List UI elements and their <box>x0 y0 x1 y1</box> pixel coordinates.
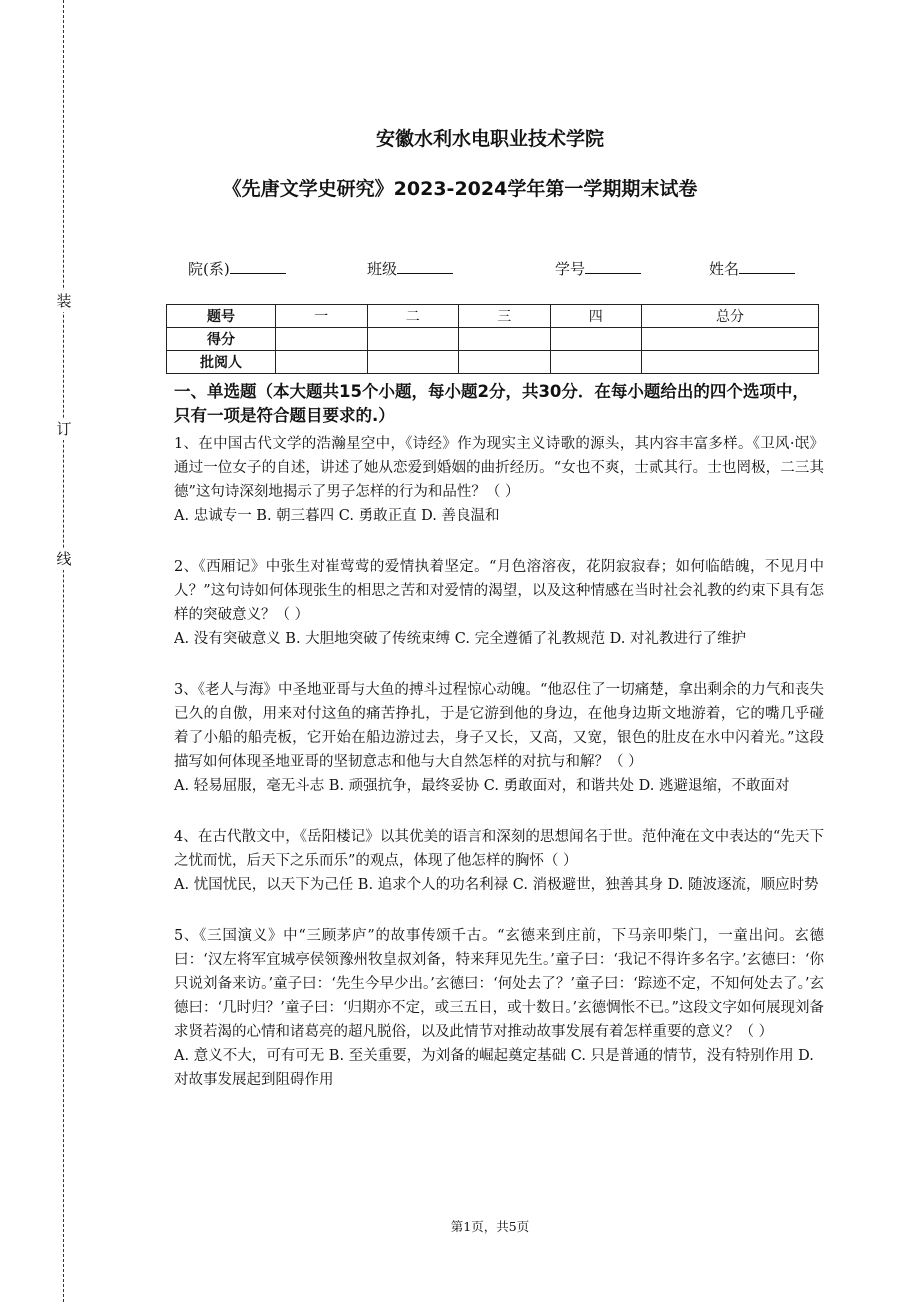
grader-cell[interactable] <box>276 351 368 374</box>
binding-char-zhuang: 装 <box>54 290 74 312</box>
school-title: 安徽水利水电职业技术学院 <box>375 128 604 150</box>
grader-row-label: 批阅人 <box>167 351 276 374</box>
score-table <box>166 304 819 374</box>
score-cell[interactable] <box>550 328 642 351</box>
score-cell[interactable] <box>642 328 819 351</box>
dept-blank[interactable] <box>230 259 286 274</box>
grader-cell[interactable] <box>367 351 459 374</box>
name-label: 姓名 <box>709 260 740 278</box>
exam-title: 《先唐文学史研究》2023-2024学年第一学期期末试卷 <box>222 178 698 200</box>
class-field[interactable] <box>367 258 453 279</box>
grader-cell[interactable] <box>459 351 551 374</box>
name-blank[interactable] <box>739 259 795 274</box>
question-text: 1、在中国古代文学的浩瀚星空中，《诗经》作为现实主义诗歌的源头，其内容丰富多样。《卫风·氓》通过一位女子的自述，讲述了她从恋爱到婚姻的曲折经历。“女也不爽，士贰其行。士也罔极，二三其德”这句诗深刻地揭示了男子怎样的行为和品性？（ ） <box>174 436 824 500</box>
question-options: A. 忧国忧民，以天下为己任 B. 追求个人的功名利禄 C. 消极避世，独善其身 D. 随波逐流，顺应时势 <box>174 877 819 893</box>
class-label: 班级 <box>367 260 398 278</box>
question-text: 2、《西厢记》中张生对崔莺莺的爱情执着坚定。“月色溶溶夜，花阴寂寂春；如何临皓魄，不见月中人？”这句诗如何体现张生的相思之苦和对爱情的渴望，以及这种情感在当时社会礼教的约束下具有怎样的突破意义？（ ） <box>174 559 824 623</box>
question-options: A. 轻易屈服，毫无斗志 B. 顽强抗争，最终妥协 C. 勇敢面对，和谐共处 D. 逃避退缩，不敢面对 <box>174 778 790 794</box>
question-text: 4、在古代散文中，《岳阳楼记》以其优美的语言和深刻的思想闻名于世。范仲淹在文中表达的“先天下之忧而忧，后天下之乐而乐”的观点，体现了他怎样的胸怀（ ） <box>174 829 824 869</box>
class-blank[interactable] <box>397 259 453 274</box>
score-col-4: 四 <box>550 305 642 328</box>
student-id-field[interactable] <box>555 258 641 279</box>
student-id-blank[interactable] <box>585 259 641 274</box>
dept-label: 院(系) <box>188 260 230 278</box>
dept-field[interactable] <box>188 258 286 279</box>
binding-char-xian: 线 <box>54 548 74 570</box>
score-cell[interactable] <box>367 328 459 351</box>
score-col-total: 总分 <box>642 305 819 328</box>
grader-row <box>167 351 819 374</box>
grader-cell[interactable] <box>642 351 819 374</box>
section-heading: 一、单选题（本大题共15个小题，每小题2分，共30分．在每小题给出的四个选项中，只有一项是符合题目要求的.） <box>174 382 809 425</box>
question-text: 3、《老人与海》中圣地亚哥与大鱼的搏斗过程惊心动魄。“他忍住了一切痛楚，拿出剩余的力气和丧失已久的自傲，用来对付这鱼的痛苦挣扎，于是它游到他的身边，在他身边斯文地游着，它的嘴几乎碰着了小船的船壳板，它开始在船边游过去，身子又长，又高，又宽，银色的肚皮在水中闪着光。”这段描写如何体现圣地亚哥的坚韧意志和他与大自然怎样的对抗与和解？（ ） <box>174 682 824 770</box>
score-col-1: 一 <box>276 305 368 328</box>
exam-content <box>174 380 824 1092</box>
score-row <box>167 328 819 351</box>
score-table-header-row <box>167 305 819 328</box>
score-col-2: 二 <box>367 305 459 328</box>
student-id-label: 学号 <box>555 260 586 278</box>
score-cell[interactable] <box>459 328 551 351</box>
binding-char-ding: 订 <box>54 418 74 440</box>
score-col-3: 三 <box>459 305 551 328</box>
score-row-label: 得分 <box>167 328 276 351</box>
name-field[interactable] <box>709 258 795 279</box>
question-options: A. 忠诚专一 B. 朝三暮四 C. 勇敢正直 D. 善良温和 <box>174 508 500 524</box>
page-number: 第1页，共5页 <box>450 1219 530 1234</box>
score-cell[interactable] <box>276 328 368 351</box>
grader-cell[interactable] <box>550 351 642 374</box>
score-table-header-label: 题号 <box>167 305 276 328</box>
question-options: A. 意义不大，可有可无 B. 至关重要，为刘备的崛起奠定基础 C. 只是普通的情节，没有特别作用 D. 对故事发展起到阻碍作用 <box>174 1048 814 1088</box>
question-options: A. 没有突破意义 B. 大胆地突破了传统束缚 C. 完全遵循了礼教规范 D. 对礼教进行了维护 <box>174 631 747 647</box>
question-text: 5、《三国演义》中“三顾茅庐”的故事传颂千古。“玄德来到庄前，下马亲叩柴门，一童出问。玄德曰：‘汉左将军宜城亭侯领豫州牧皇叔刘备，特来拜见先生。’童子曰：‘我记不得许多名字。’玄德曰：‘你只说刘备来访。’童子曰：‘先生今早少出。’玄德曰：‘何处去了？’童子曰：‘踪迹不定，不知何处去了。’玄德曰：‘几时归？’童子曰：‘归期亦不定，或三五日，或十数日。’玄德惆怅不已。”这段文字如何展现刘备求贤若渴的心情和诸葛亮的超凡脱俗，以及此情节对推动故事发展有着怎样重要的意义？（ ） <box>174 928 824 1040</box>
